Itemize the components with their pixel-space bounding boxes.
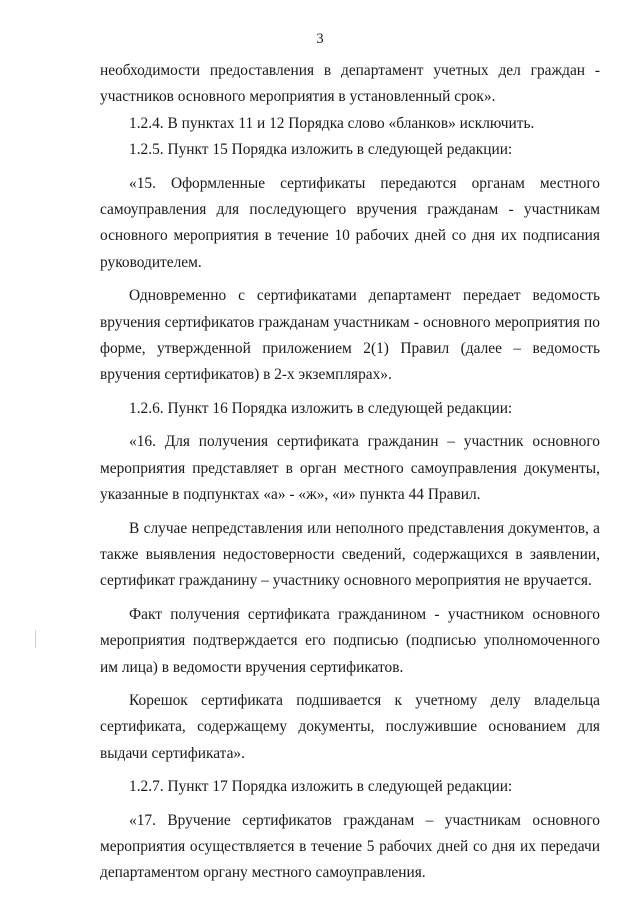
paragraph-1-2-6: 1.2.6. Пункт 16 Порядка изложить в следующей редакции:	[129, 399, 513, 417]
paragraph-simultaneously: Одновременно с сертификатами департамент передает ведомость вручения сертификатов гражданам участникам - основного мероприятия по форме, утвержденной приложением 2(1) Правил (далее – ведомость вручения сертификатов) в 2-х экземплярах».	[100, 287, 600, 384]
page-number: 3	[316, 31, 324, 47]
paragraph-non-submission: В случае непредставления или неполного представления документов, а также выявления недостоверности сведений, содержащихся в заявлении, сертификат гражданину – участнику основного мероприятия не вручается.	[100, 519, 600, 590]
paragraph-1-2-5: 1.2.5. Пункт 15 Порядка изложить в следующей редакции:	[129, 141, 513, 159]
document-body	[100, 58, 600, 887]
paragraph-item-17: «17. Вручение сертификатов гражданам – участникам основного мероприятия осуществляется в течение 5 рабочих дней со дня их передачи департаментом органу местного самоуправления.	[100, 811, 600, 882]
scan-artifact-line	[35, 630, 36, 648]
paragraph-item-16: «16. Для получения сертификата гражданин – участник основного мероприятия представляет в орган местного самоуправления документы, указанные в подпунктах «а» - «ж», «и» пункта 44 Правил.	[100, 433, 600, 504]
paragraph-receipt-fact: Факт получения сертификата гражданином - участником основного мероприятия подтверждается его подписью (подписью уполномоченного им лица) в ведомости вручения сертификатов.	[100, 605, 600, 676]
paragraph-continuation: необходимости предоставления в департамент учетных дел граждан - участников основного мероприятия в установленный срок».	[100, 62, 600, 106]
paragraph-item-15: «15. Оформленные сертификаты передаются органам местного самоуправления для последующего вручения гражданам - участникам основного мероприятия в течение 10 рабочих дней со дня их подписания руководителем.	[100, 174, 600, 271]
paragraph-1-2-7: 1.2.7. Пункт 17 Порядка изложить в следующей редакции:	[129, 778, 513, 796]
paragraph-1-2-4: 1.2.4. В пунктах 11 и 12 Порядка слово «бланков» исключить.	[129, 114, 535, 132]
paragraph-certificate-stub: Корешок сертификата подшивается к учетному делу владельца сертификата, содержащему документы, послужившие основанием для выдачи сертификата».	[100, 691, 600, 762]
